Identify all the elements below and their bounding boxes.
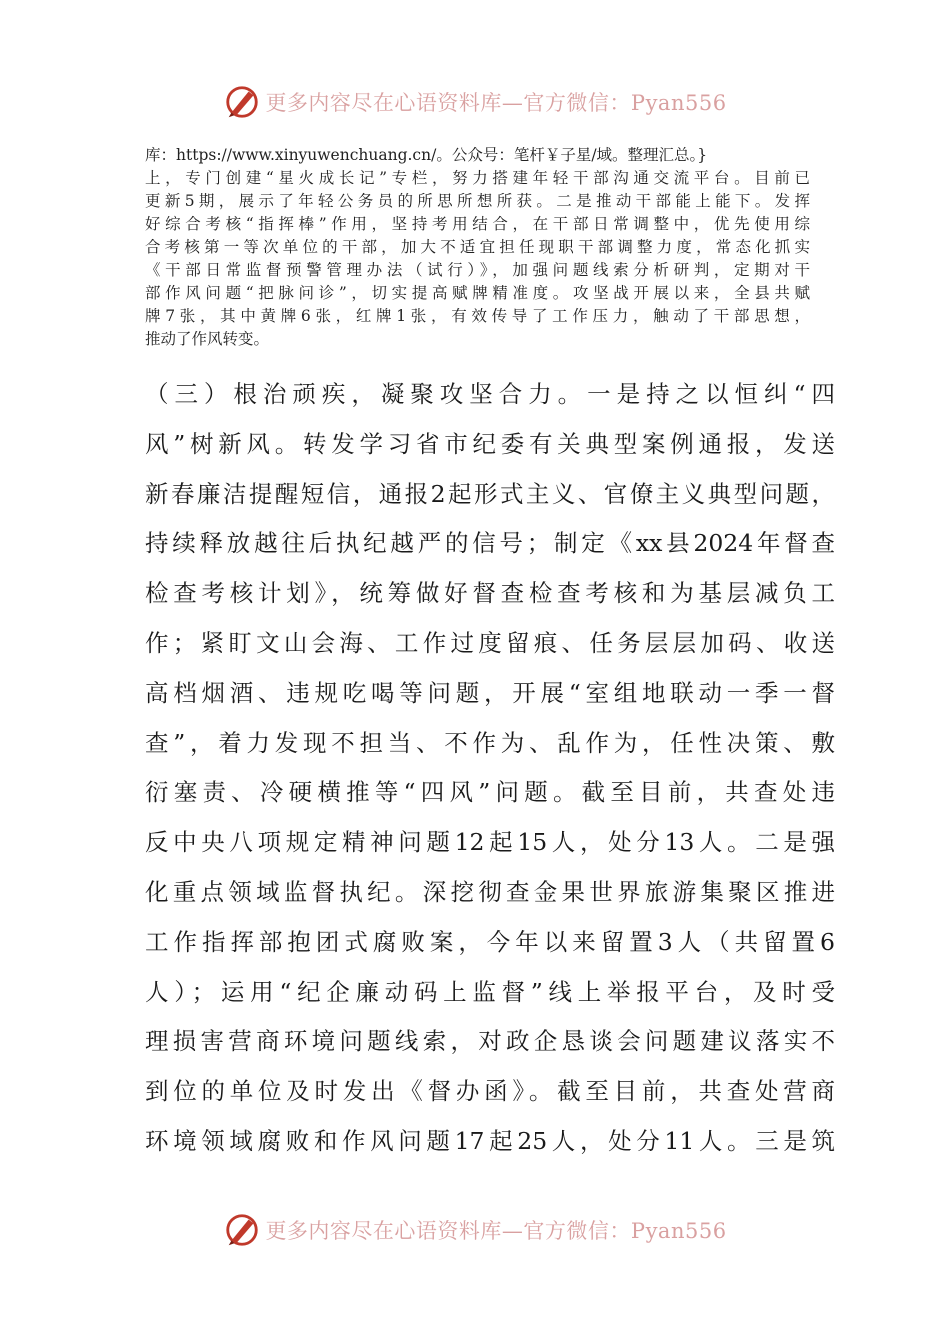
small-text-line: 推动了作风转变。 [145, 330, 270, 348]
footer-banner-text: 更多内容尽在心语资料库—官方微信：Pyan556 [265, 1219, 727, 1243]
main-text-line: 持续释放越往后执纪越严的信号；制定《xx县2024年督查 [145, 529, 835, 558]
main-text-line: 作；紧盯文山会海、工作过度留痕、任务层层加码、收送 [145, 628, 835, 657]
footer-banner [0, 1208, 950, 1252]
main-text-line: 人）；运用“纪企廉动码上监督”线上举报平台，及时受 [145, 977, 835, 1006]
main-text-line: 查”，着力发现不担当、不作为、乱作为，任性决策、敷 [145, 728, 835, 757]
main-text-line: 化重点领域监督执纪。深挖彻查金果世界旅游集聚区推进 [145, 877, 835, 906]
small-text-line: 上，专门创建“星火成长记”专栏，努力搭建年轻干部沟通交流平台。目前已 [145, 169, 810, 187]
small-text-line: 库：https://www.xinyuwenchuang.cn/。公众号：笔杆￥子星/域。整理汇总。} [145, 146, 708, 164]
main-text-line: 高档烟酒、违规吃喝等问题，开展“室组地联动一季一督 [145, 678, 835, 707]
main-text-line: 风”树新风。转发学习省市纪委有关典型案例通报，发送 [145, 429, 835, 458]
pen-logo-icon [223, 83, 261, 121]
header-banner-text: 更多内容尽在心语资料库—官方微信：Pyan556 [265, 91, 727, 115]
main-text-line: （三）根治顽疾，凝聚攻坚合力。一是持之以恒纠“四 [145, 380, 835, 408]
small-text-line: 《干部日常监督预警管理办法（试行）》，加强问题线索分析研判，定期对干 [145, 261, 810, 279]
main-text-line: 衍塞责、冷硬横推等“四风”问题。截至目前，共查处违 [145, 778, 835, 807]
main-text-line: 检查考核计划》，统筹做好督查检查考核和为基层减负工 [145, 579, 835, 608]
pen-logo-icon [223, 1211, 261, 1249]
small-text-line: 部作风问题“把脉问诊”，切实提高赋牌精准度。攻坚战开展以来，全县共赋 [145, 284, 810, 302]
main-text-line: 理损害营商环境问题线索，对政企恳谈会问题建议落实不 [145, 1027, 835, 1056]
small-text-line: 更新5期，展示了年轻公务员的所思所想所获。二是推动干部能上能下。发挥 [145, 192, 810, 210]
main-text-line: 新春廉洁提醒短信，通报2起形式主义、官僚主义典型问题， [145, 479, 835, 508]
main-text-paragraph [145, 370, 835, 1167]
main-text-line: 到位的单位及时发出《督办函》。截至目前，共查处营商 [145, 1077, 835, 1106]
small-text-paragraph [145, 144, 810, 351]
header-banner [0, 80, 950, 124]
small-text-line: 好综合考核“指挥棒”作用，坚持考用结合，在干部日常调整中，优先使用综 [145, 215, 810, 233]
small-text-line: 合考核第一等次单位的干部，加大不适宜担任现职干部调整力度，常态化抓实 [145, 238, 810, 256]
main-text-line: 工作指挥部抱团式腐败案，今年以来留置3人（共留置6 [145, 927, 835, 956]
main-text-line: 反中央八项规定精神问题12起15人，处分13人。二是强 [145, 828, 835, 857]
main-text-line: 环境领域腐败和作风问题17起25人，处分11人。三是筑 [145, 1126, 835, 1155]
small-text-line: 牌7张，其中黄牌6张，红牌1张，有效传导了工作压力，触动了干部思想， [145, 307, 810, 325]
